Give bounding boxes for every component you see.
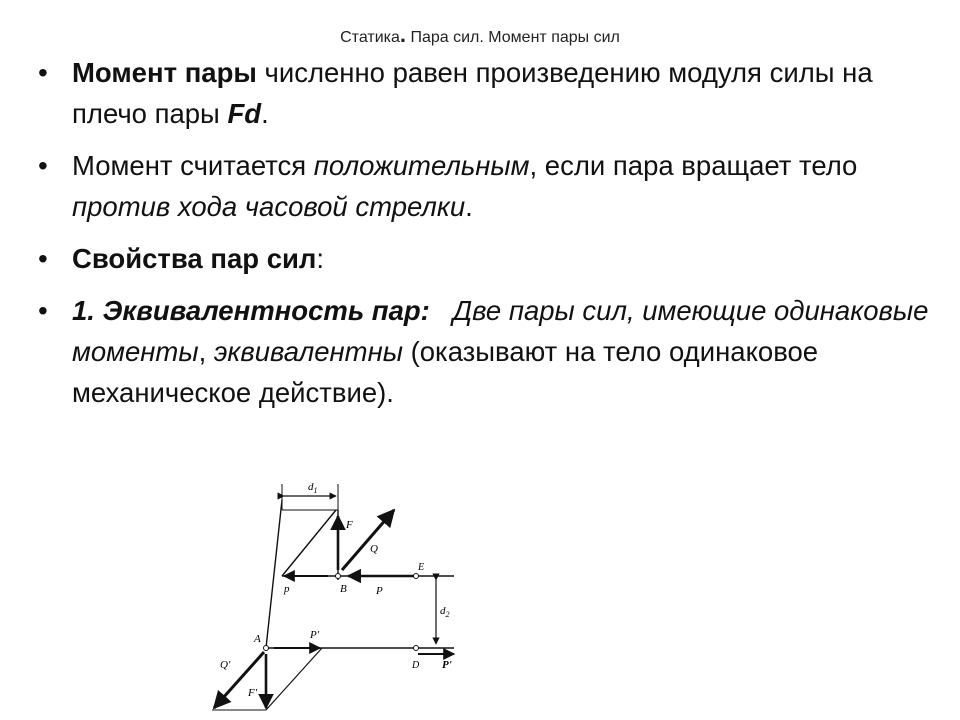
term-positive: положительным (313, 150, 530, 181)
bullet-moment-definition (38, 52, 938, 134)
force-pair-diagram (198, 476, 468, 716)
formula-fd: Fd (227, 98, 262, 129)
point-d (414, 646, 419, 651)
point-b (336, 574, 341, 579)
title-main: Статика (340, 29, 400, 46)
term-counterclockwise: против хода часовой стрелки (72, 191, 466, 222)
bullet-text: (оказывают на тело одинаковое механическое действие). (72, 336, 819, 408)
lower-diagonal-right (266, 648, 322, 710)
bullet-text: численно равен произведению модуля силы на плечо пары (72, 57, 873, 129)
label-d2: $d_2$ (440, 605, 450, 619)
label-d1: $d_1$ (308, 481, 318, 495)
bullet-text: . (261, 98, 269, 129)
label-f1: F' (248, 687, 258, 699)
point-a (264, 646, 269, 651)
bullet-properties (38, 238, 938, 279)
term-equivalence: 1. Эквивалентность пар: (72, 295, 430, 326)
label-p1: P' (310, 629, 320, 641)
label-a: A (254, 633, 261, 645)
label-d: D (412, 660, 420, 671)
label-f: F (346, 519, 353, 531)
bullet-spacer (430, 295, 453, 326)
term-moment-pair: Момент пары (72, 57, 257, 88)
label-b: B (340, 583, 347, 595)
title-dot: . (399, 22, 407, 47)
label-q: Q (370, 543, 378, 555)
label-q1: Q' (220, 659, 231, 671)
bullet-text: , (198, 336, 214, 367)
title-sub: Пара сил. Момент пары сил (410, 29, 620, 46)
term-equal-moments: Две пары сил, имеющие одинаковые моменты (72, 295, 929, 367)
label-p-small: p (284, 583, 290, 595)
label-p: P (376, 585, 383, 597)
slide-title (0, 22, 960, 48)
point-e (414, 574, 419, 579)
bullet-text: : (316, 243, 324, 274)
bullet-text: , если пара вращает тело (529, 150, 858, 181)
label-p1-right: P' (442, 659, 452, 671)
bullet-list (38, 52, 938, 424)
label-e: E (418, 562, 425, 573)
vertical-line-a (266, 500, 282, 648)
bullet-text: Момент считается (72, 150, 314, 181)
term-properties: Свойства пар сил (72, 243, 317, 274)
term-equivalent: эквивалентны (213, 336, 403, 367)
upper-diagonal-left (282, 510, 336, 576)
bullet-text: . (465, 191, 473, 222)
bullet-moment-sign (38, 145, 938, 227)
bullet-equivalence (38, 290, 938, 413)
